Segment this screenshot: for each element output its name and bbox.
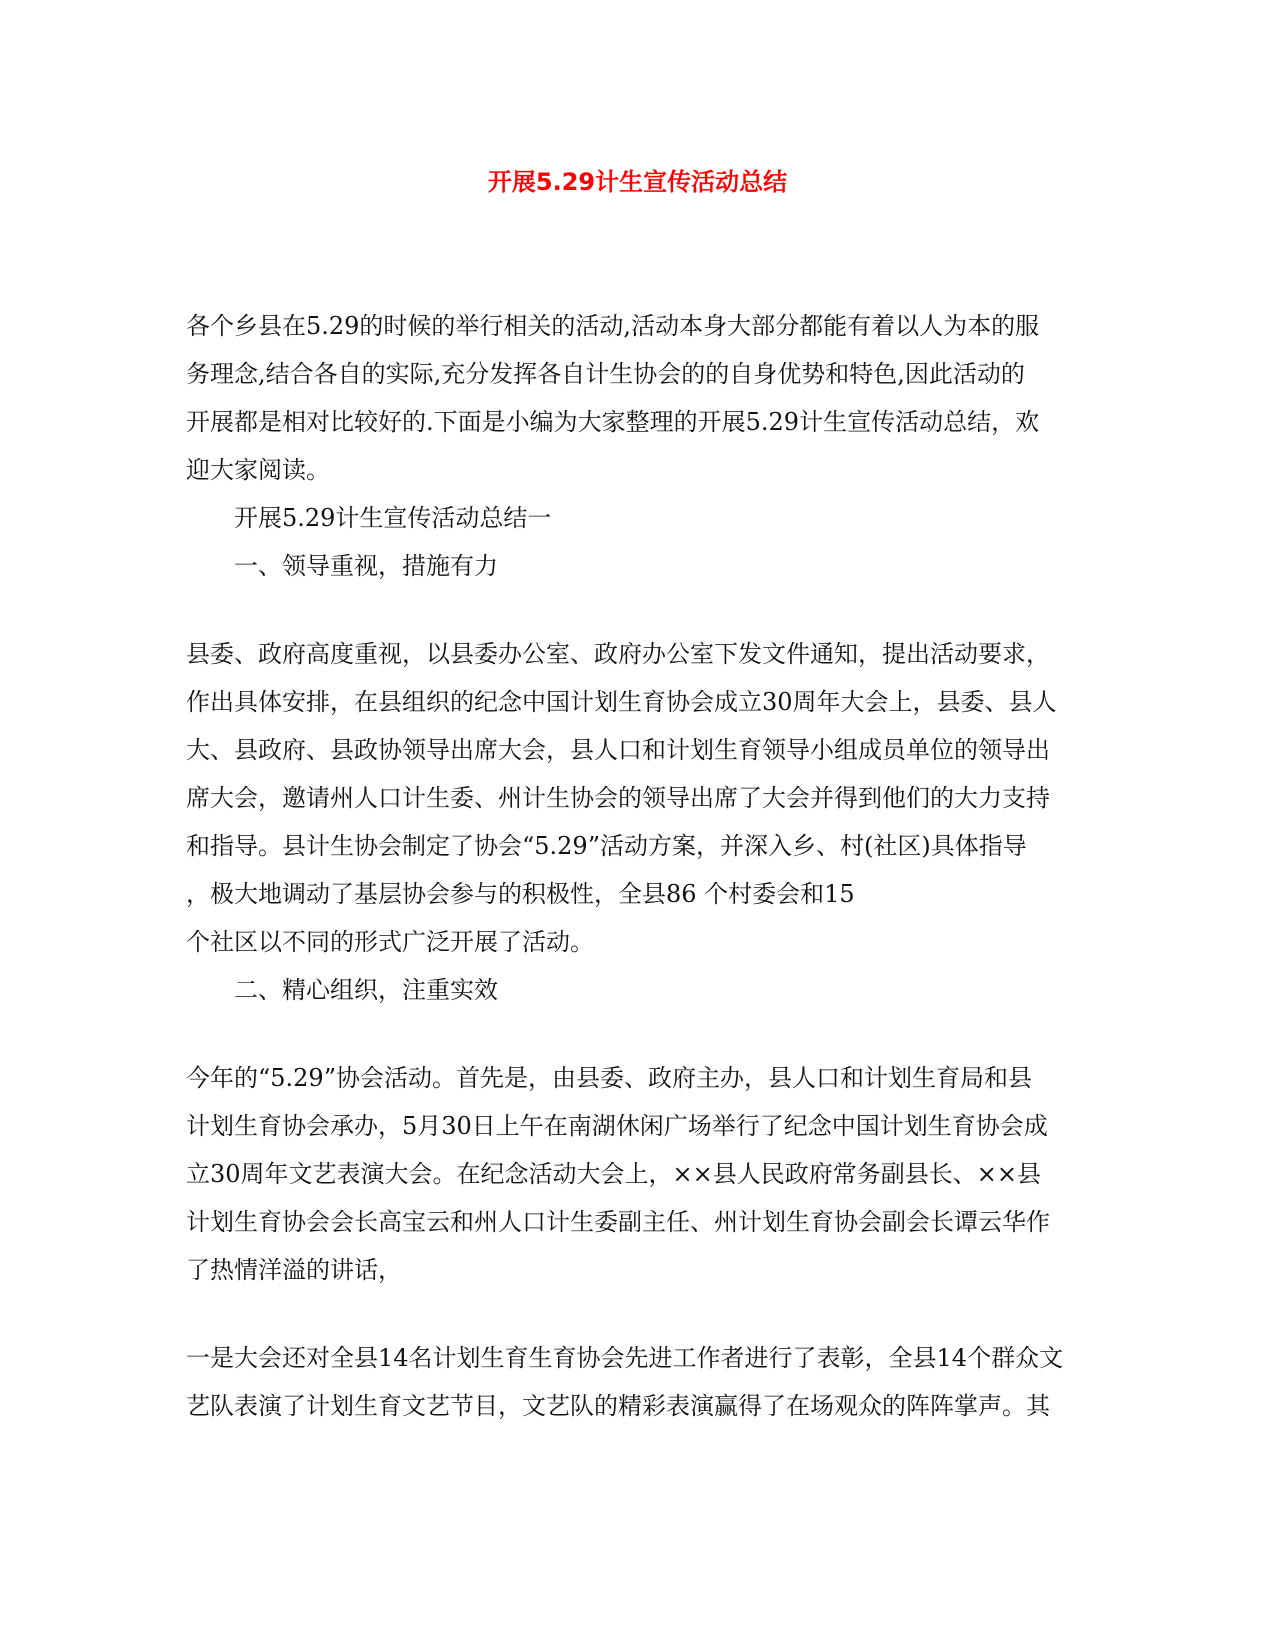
intro-line-3: 开展都是相对比较好的.下面是小编为大家整理的开展5.29计生宣传活动总结，欢 bbox=[186, 408, 1040, 436]
section-2-line-4: 计划生育协会会长高宝云和州人口计生委副主任、州计划生育协会副会长谭云华作 bbox=[186, 1208, 1050, 1236]
intro-line-4: 迎大家阅读。 bbox=[186, 456, 330, 484]
section-heading-1: 一、领导重视，措施有力 bbox=[234, 552, 498, 580]
intro-line-1: 各个乡县在5.29的时候的举行相关的活动,活动本身大部分都能有着以人为本的服 bbox=[186, 312, 1040, 340]
section-1-line-4: 席大会，邀请州人口计生委、州计生协会的领导出席了大会并得到他们的大力支持 bbox=[186, 784, 1050, 812]
section-1-line-7: 个社区以不同的形式广泛开展了活动。 bbox=[186, 928, 594, 956]
section-2-line-3: 立30周年文艺表演大会。在纪念活动大会上，××县人民政府常务副县长、××县 bbox=[186, 1160, 1041, 1188]
section-1-line-1: 县委、政府高度重视，以县委办公室、政府办公室下发文件通知，提出活动要求， bbox=[186, 640, 1050, 668]
section-2-line-2: 计划生育协会承办，5月30日上午在南湖休闲广场举行了纪念中国计划生育协会成 bbox=[186, 1112, 1048, 1140]
section-2-line-7: 艺队表演了计划生育文艺节目，文艺队的精彩表演赢得了在场观众的阵阵掌声。其 bbox=[186, 1392, 1050, 1420]
section-1-line-6: ，极大地调动了基层协会参与的积极性，全县86 个村委会和15 bbox=[186, 880, 855, 908]
summary-heading: 开展5.29计生宣传活动总结一 bbox=[234, 504, 552, 532]
section-2-line-1: 今年的“5.29”协会活动。首先是，由县委、政府主办，县人口和计划生育局和县 bbox=[186, 1064, 1032, 1092]
section-2-line-6: 一是大会还对全县14名计划生育生育协会先进工作者进行了表彰，全县14个群众文 bbox=[186, 1344, 1064, 1372]
section-1-line-3: 大、县政府、县政协领导出席大会，县人口和计划生育领导小组成员单位的领导出 bbox=[186, 736, 1050, 764]
document-title: 开展5.29计生宣传活动总结 bbox=[487, 168, 788, 196]
section-1-line-5: 和指导。县计生协会制定了协会“5.29”活动方案，并深入乡、村(社区)具体指导 bbox=[186, 832, 1027, 860]
section-2-line-5: 了热情洋溢的讲话， bbox=[186, 1256, 402, 1284]
section-1-line-2: 作出具体安排，在县组织的纪念中国计划生育协会成立30周年大会上，县委、县人 bbox=[186, 688, 1057, 716]
section-heading-2: 二、精心组织，注重实效 bbox=[234, 976, 498, 1004]
intro-line-2: 务理念,结合各自的实际,充分发挥各自计生协会的的自身优势和特色,因此活动的 bbox=[186, 360, 1025, 388]
